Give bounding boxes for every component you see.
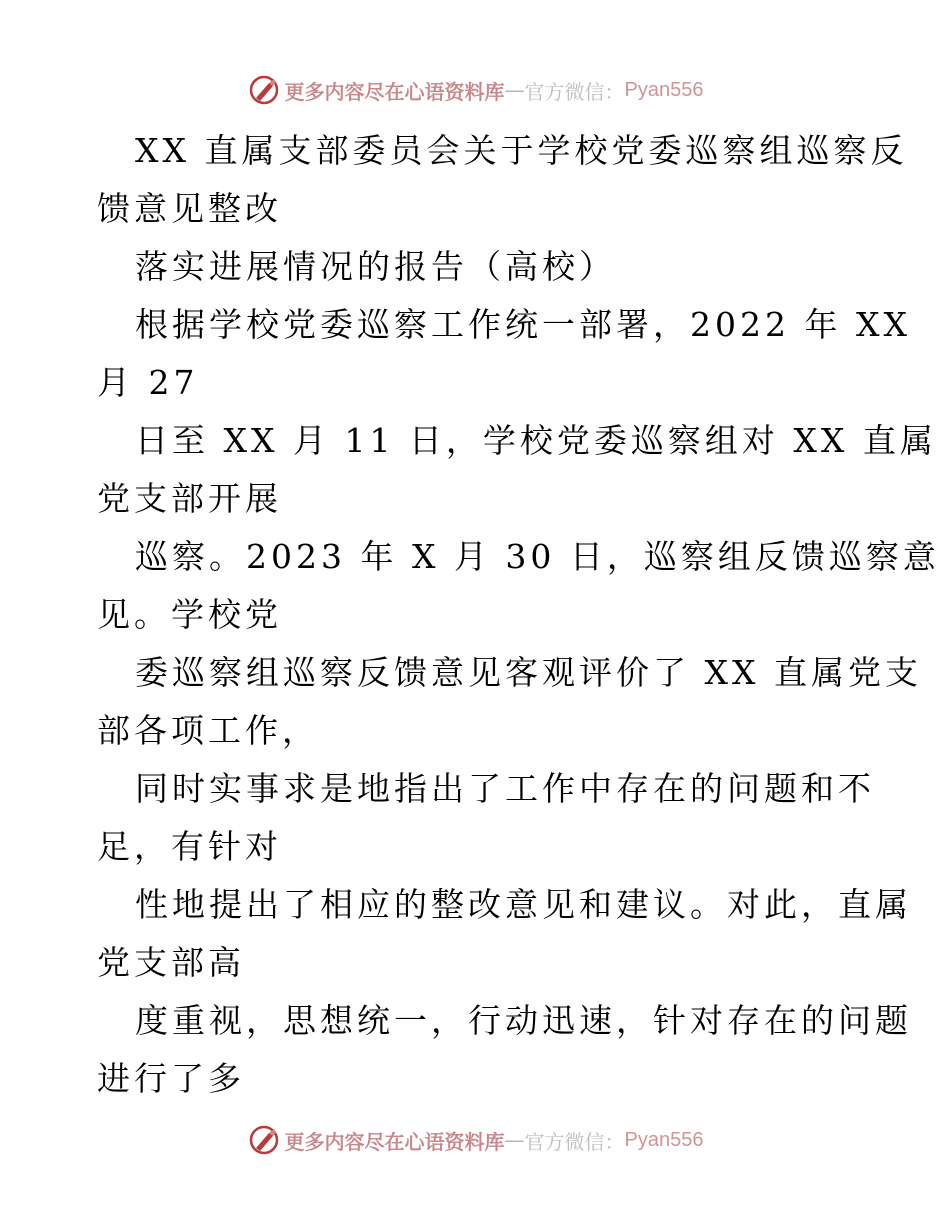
document-line: XX 直属支部委员会关于学校党委巡察组巡察反 xyxy=(135,131,908,170)
document-line: 度重视，思想统一，行动迅速，针对存在的问题 xyxy=(135,1001,912,1040)
document-line: 见。学校党 xyxy=(97,595,282,634)
document-line: 部各项工作， xyxy=(97,711,319,750)
document-line: 足，有针对 xyxy=(97,827,282,866)
document-line: 性地提出了相应的整改意见和建议。对此，直属 xyxy=(135,885,912,924)
banner-brand-text: 更多内容尽在心语资料库 xyxy=(284,79,505,104)
banner-wechat-handle: Pyan556 xyxy=(624,1128,704,1151)
document-line: 党支部开展 xyxy=(97,479,282,518)
header-watermark xyxy=(0,70,950,110)
banner-wechat-label: 官方微信： xyxy=(524,1129,625,1154)
banner-wechat-label: 官方微信： xyxy=(524,79,625,104)
document-line: 落实进展情况的报告（高校） xyxy=(135,247,616,286)
pen-nib-logo-icon xyxy=(247,73,281,107)
document-line: 馈意见整改 xyxy=(97,189,282,228)
document-line: 党支部高 xyxy=(97,943,245,982)
document-line: 委巡察组巡察反馈意见客观评价了 XX 直属党支 xyxy=(135,653,922,692)
footer-watermark xyxy=(0,1120,950,1160)
pen-nib-logo-icon xyxy=(247,1123,281,1157)
banner-dash: — xyxy=(504,1128,525,1152)
document-line: 日至 XX 月 11 日，学校党委巡察组对 XX 直属 xyxy=(135,421,937,460)
document-body xyxy=(97,122,940,1108)
document-line: 同时实事求是地指出了工作中存在的问题和不 xyxy=(135,769,875,808)
banner-wechat-handle: Pyan556 xyxy=(624,78,704,101)
document-line: 根据学校党委巡察工作统一部署，2022 年 XX xyxy=(135,305,911,344)
banner-brand-text: 更多内容尽在心语资料库 xyxy=(284,1129,505,1154)
document-line: 进行了多 xyxy=(97,1059,245,1098)
document-line: 月 27 xyxy=(97,363,199,402)
banner-dash: — xyxy=(504,78,525,102)
document-line: 巡察。2023 年 X 月 30 日，巡察组反馈巡察意 xyxy=(135,537,940,576)
